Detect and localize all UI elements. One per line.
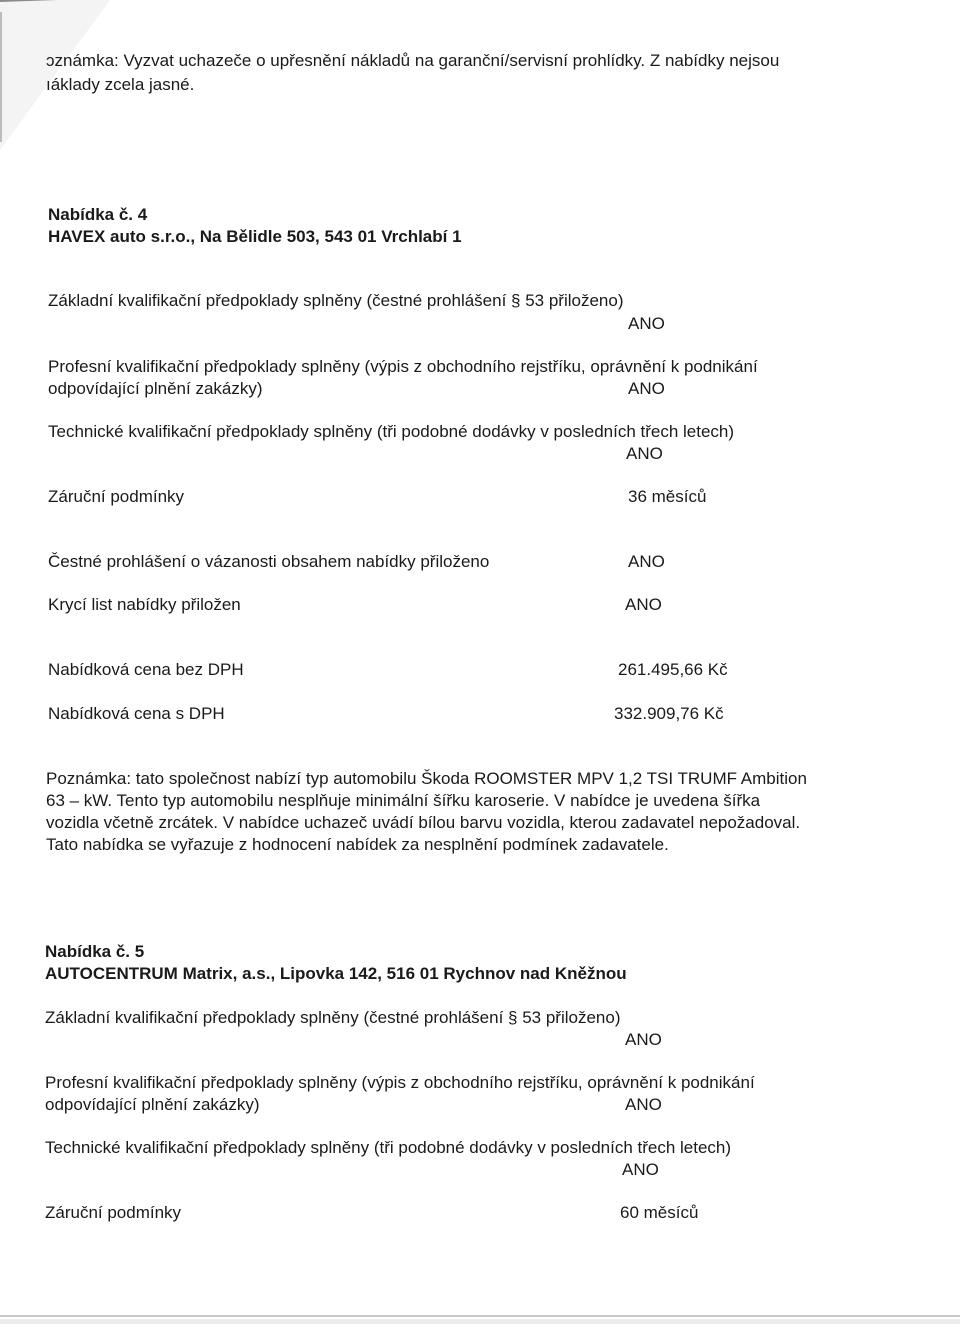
offer-5-technical-qualification-value: ANO — [622, 1160, 659, 1179]
offer-4-note-line-3: vozidla včetně zrcátek. V nabídce uchazeč uvádí bílou barvu vozidla, kterou zadavatel nepožadoval. — [46, 813, 801, 832]
offer-4-basic-qualification-value: ANO — [628, 314, 665, 333]
offer-5-heading: Nabídka č. 5 — [45, 942, 145, 961]
offer-4-heading: Nabídka č. 4 — [48, 205, 148, 224]
offer-4-basic-qualification: Základní kvalifikační předpoklady splněny (čestné prohlášení § 53 přiloženo) — [48, 291, 624, 310]
offer-5-basic-qualification-value: ANO — [625, 1030, 662, 1049]
page-bottom-shadow — [0, 1319, 960, 1324]
offer-4-company: HAVEX auto s.r.o., Na Bělidle 503, 543 01 Vrchlabí 1 — [48, 227, 462, 246]
corner-edge-shadow — [0, 12, 2, 142]
offer-4-note-line-2: 63 – kW. Tento typ automobilu nesplňuje minimální šířku karoserie. V nabídce je uvedena šířka — [46, 791, 761, 810]
offer-4-note-line-1: Poznámka: tato společnost nabízí typ automobilu Škoda ROOMSTER MPV 1,2 TSI TRUMF Ambition — [46, 769, 807, 788]
offer-5-warranty-value: 60 měsíců — [620, 1203, 699, 1222]
offer-4-cover-sheet-label: Krycí list nabídky přiložen — [48, 595, 241, 614]
offer-5-professional-qualification-line-1: Profesní kvalifikační předpoklady splněny (výpis z obchodního rejstříku, oprávnění k podnikání — [45, 1073, 755, 1092]
offer-4-technical-qualification: Technické kvalifikační předpoklady splněny (tři podobné dodávky v posledních třech letech) — [48, 422, 735, 441]
offer-4-price-vat-label: Nabídková cena s DPH — [48, 704, 225, 723]
offer-4-price-vat-value: 332.909,76 Kč — [614, 704, 724, 723]
offer-4-cover-sheet-value: ANO — [625, 595, 662, 614]
offer-5-company: AUTOCENTRUM Matrix, a.s., Lipovka 142, 516 01 Rychnov nad Kněžnou — [45, 964, 627, 983]
offer-5-basic-qualification: Základní kvalifikační předpoklady splněny (čestné prohlášení § 53 přiloženo) — [45, 1008, 621, 1027]
offer-4-technical-qualification-value: ANO — [626, 444, 663, 463]
offer-5-professional-qualification-value: ANO — [625, 1095, 662, 1114]
intro-note-line-2: ıáklady zcela jasné. — [46, 75, 195, 94]
offer-4-price-ex-vat-label: Nabídková cena bez DPH — [48, 660, 244, 679]
offer-5-warranty-label: Záruční podmínky — [45, 1203, 182, 1222]
offer-4-professional-qualification-line-2: odpovídající plnění zakázky) — [48, 379, 263, 398]
offer-4-professional-qualification-value: ANO — [628, 379, 665, 398]
offer-5-professional-qualification-line-2: odpovídající plnění zakázky) — [45, 1095, 260, 1114]
intro-note-line-1: ɔznámka: Vyzvat uchazeče o upřesnění nákladů na garanční/servisní prohlídky. Z nabídky nejsou — [46, 51, 780, 70]
offer-4-professional-qualification-line-1: Profesní kvalifikační předpoklady splněny (výpis z obchodního rejstříku, oprávnění k podnikání — [48, 357, 758, 376]
offer-4-price-ex-vat-value: 261.495,66 Kč — [618, 660, 728, 679]
offer-4-declaration-label: Čestné prohlášení o vázanosti obsahem nabídky přiloženo — [48, 552, 490, 571]
offer-5-technical-qualification: Technické kvalifikační předpoklady splněny (tři podobné dodávky v posledních třech letech) — [45, 1138, 732, 1157]
offer-4-declaration-value: ANO — [628, 552, 665, 571]
offer-4-warranty-label: Záruční podmínky — [48, 487, 185, 506]
offer-4-warranty-value: 36 měsíců — [628, 487, 707, 506]
offer-4-note-line-4: Tato nabídka se vyřazuje z hodnocení nabídek za nesplnění podmínek zadavatele. — [46, 835, 669, 854]
page-bottom-edge — [0, 1315, 960, 1317]
